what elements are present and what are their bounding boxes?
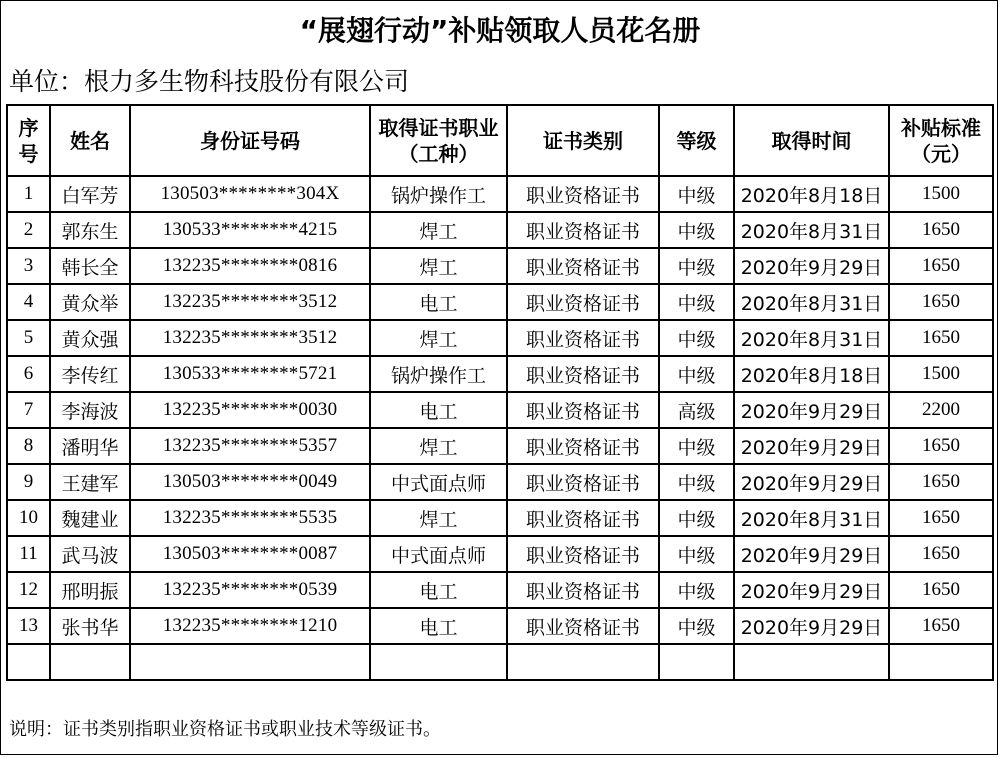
cell-name: 黄众举 <box>50 284 130 320</box>
cell-cert-type: 职业资格证书 <box>507 176 659 212</box>
unit-name: 根力多生物科技股份有限公司 <box>84 67 410 96</box>
cell-amount: 1650 <box>889 284 993 320</box>
cell-seq: 11 <box>7 536 50 572</box>
cell-level: 中级 <box>659 248 734 284</box>
cell-job: 焊工 <box>370 428 507 464</box>
cell-name: 潘明华 <box>50 428 130 464</box>
cell-level: 高级 <box>659 392 734 428</box>
cell-job: 中式面点师 <box>370 536 507 572</box>
cell-amount: 1650 <box>889 500 993 536</box>
cell-id: 130533********5721 <box>130 356 370 392</box>
table-row <box>7 356 993 392</box>
cell-cert-type: 职业资格证书 <box>507 212 659 248</box>
cell-job: 电工 <box>370 572 507 608</box>
cell-cert-type: 职业资格证书 <box>507 248 659 284</box>
header-date: 取得时间 <box>734 105 889 176</box>
cell-cert-type: 职业资格证书 <box>507 536 659 572</box>
table-row <box>7 608 993 644</box>
empty-cell <box>734 644 889 680</box>
empty-cell <box>370 644 507 680</box>
cell-date: 2020年9月29日 <box>734 608 889 644</box>
cell-level: 中级 <box>659 608 734 644</box>
cell-cert-type: 职业资格证书 <box>507 356 659 392</box>
empty-cell <box>7 644 50 680</box>
cell-amount: 1650 <box>889 212 993 248</box>
cell-name: 韩长全 <box>50 248 130 284</box>
cell-name: 武马波 <box>50 536 130 572</box>
cell-id: 132235********3512 <box>130 320 370 356</box>
cell-level: 中级 <box>659 356 734 392</box>
cell-level: 中级 <box>659 320 734 356</box>
cell-id: 132235********5357 <box>130 428 370 464</box>
cell-job: 锅炉操作工 <box>370 356 507 392</box>
table-row <box>7 536 993 572</box>
cell-amount: 1650 <box>889 428 993 464</box>
document-title: “展翅行动”补贴领取人员花名册 <box>299 14 701 47</box>
cell-level: 中级 <box>659 536 734 572</box>
header-name: 姓名 <box>50 105 130 176</box>
cell-id: 130503********0087 <box>130 536 370 572</box>
cell-date: 2020年9月29日 <box>734 572 889 608</box>
cell-seq: 3 <box>7 248 50 284</box>
cell-job: 电工 <box>370 392 507 428</box>
header-level: 等级 <box>659 105 734 176</box>
header-seq: 序号 <box>7 105 50 176</box>
cell-name: 魏建业 <box>50 500 130 536</box>
cell-date: 2020年9月29日 <box>734 464 889 500</box>
cell-cert-type: 职业资格证书 <box>507 608 659 644</box>
cell-seq: 12 <box>7 572 50 608</box>
empty-cell <box>659 644 734 680</box>
cell-name: 郭东生 <box>50 212 130 248</box>
cell-cert-type: 职业资格证书 <box>507 464 659 500</box>
cell-amount: 1650 <box>889 320 993 356</box>
cell-level: 中级 <box>659 284 734 320</box>
footnote: 说明：证书类别指职业资格证书或职业技术等级证书。 <box>9 719 441 740</box>
cell-seq: 10 <box>7 500 50 536</box>
cell-level: 中级 <box>659 176 734 212</box>
cell-level: 中级 <box>659 212 734 248</box>
cell-level: 中级 <box>659 464 734 500</box>
cell-date: 2020年8月31日 <box>734 320 889 356</box>
table-row <box>7 320 993 356</box>
cell-amount: 2200 <box>889 392 993 428</box>
cell-seq: 6 <box>7 356 50 392</box>
empty-cell <box>130 644 370 680</box>
cell-amount: 1650 <box>889 464 993 500</box>
cell-job: 焊工 <box>370 320 507 356</box>
cell-amount: 1650 <box>889 572 993 608</box>
cell-cert-type: 职业资格证书 <box>507 500 659 536</box>
empty-cell <box>50 644 130 680</box>
cell-level: 中级 <box>659 572 734 608</box>
cell-name: 李海波 <box>50 392 130 428</box>
cell-cert-type: 职业资格证书 <box>507 392 659 428</box>
cell-date: 2020年9月29日 <box>734 428 889 464</box>
header-amount: 补贴标准（元） <box>889 105 993 176</box>
table-row <box>7 572 993 608</box>
cell-job: 焊工 <box>370 248 507 284</box>
cell-id: 132235********5535 <box>130 500 370 536</box>
cell-date: 2020年8月31日 <box>734 500 889 536</box>
cell-id: 130503********304X <box>130 176 370 212</box>
table-row <box>7 212 993 248</box>
cell-job: 锅炉操作工 <box>370 176 507 212</box>
cell-date: 2020年8月31日 <box>734 212 889 248</box>
cell-seq: 2 <box>7 212 50 248</box>
cell-job: 电工 <box>370 608 507 644</box>
roster-table <box>6 104 994 681</box>
table-row <box>7 464 993 500</box>
header-cert-type: 证书类别 <box>507 105 659 176</box>
cell-job: 中式面点师 <box>370 464 507 500</box>
cell-id: 132235********0539 <box>130 572 370 608</box>
cell-name: 张书华 <box>50 608 130 644</box>
cell-amount: 1500 <box>889 356 993 392</box>
table-header-row <box>7 105 993 176</box>
empty-cell <box>889 644 993 680</box>
cell-cert-type: 职业资格证书 <box>507 572 659 608</box>
cell-name: 邢明振 <box>50 572 130 608</box>
cell-id: 132235********1210 <box>130 608 370 644</box>
cell-id: 132235********0030 <box>130 392 370 428</box>
cell-level: 中级 <box>659 428 734 464</box>
table-row <box>7 392 993 428</box>
header-job: 取得证书职业（工种） <box>370 105 507 176</box>
cell-date: 2020年8月31日 <box>734 284 889 320</box>
cell-date: 2020年9月29日 <box>734 248 889 284</box>
empty-cell <box>507 644 659 680</box>
cell-amount: 1500 <box>889 176 993 212</box>
cell-date: 2020年9月29日 <box>734 392 889 428</box>
table-body <box>7 176 993 680</box>
cell-job: 焊工 <box>370 212 507 248</box>
cell-seq: 13 <box>7 608 50 644</box>
cell-cert-type: 职业资格证书 <box>507 428 659 464</box>
header-id: 身份证号码 <box>130 105 370 176</box>
cell-level: 中级 <box>659 500 734 536</box>
cell-seq: 7 <box>7 392 50 428</box>
cell-amount: 1650 <box>889 608 993 644</box>
cell-id: 132235********3512 <box>130 284 370 320</box>
cell-name: 白军芳 <box>50 176 130 212</box>
cell-amount: 1650 <box>889 536 993 572</box>
cell-seq: 1 <box>7 176 50 212</box>
cell-cert-type: 职业资格证书 <box>507 284 659 320</box>
cell-id: 130503********0049 <box>130 464 370 500</box>
table-row <box>7 500 993 536</box>
cell-seq: 9 <box>7 464 50 500</box>
cell-amount: 1650 <box>889 248 993 284</box>
cell-date: 2020年9月29日 <box>734 536 889 572</box>
cell-id: 130533********4215 <box>130 212 370 248</box>
cell-name: 李传红 <box>50 356 130 392</box>
cell-id: 132235********0816 <box>130 248 370 284</box>
table-row <box>7 176 993 212</box>
cell-job: 电工 <box>370 284 507 320</box>
unit-line <box>9 63 409 101</box>
cell-seq: 8 <box>7 428 50 464</box>
cell-name: 黄众强 <box>50 320 130 356</box>
cell-date: 2020年8月18日 <box>734 176 889 212</box>
unit-label: 单位： <box>9 67 85 96</box>
cell-seq: 5 <box>7 320 50 356</box>
cell-seq: 4 <box>7 284 50 320</box>
table-row-empty <box>7 644 993 680</box>
cell-date: 2020年8月18日 <box>734 356 889 392</box>
table-row <box>7 284 993 320</box>
cell-name: 王建军 <box>50 464 130 500</box>
cell-cert-type: 职业资格证书 <box>507 320 659 356</box>
table-row <box>7 248 993 284</box>
cell-job: 焊工 <box>370 500 507 536</box>
table-row <box>7 428 993 464</box>
